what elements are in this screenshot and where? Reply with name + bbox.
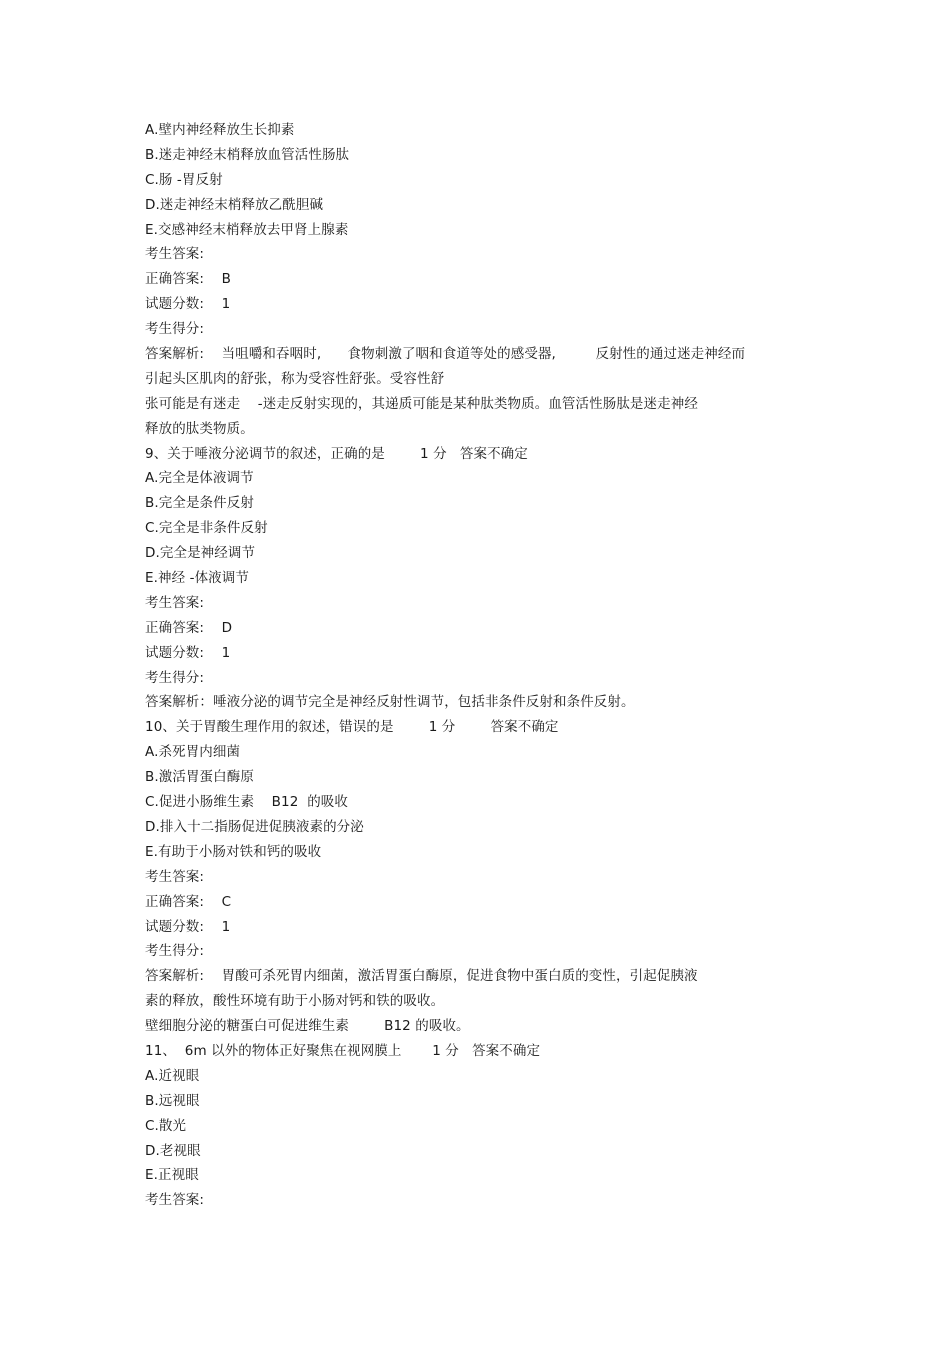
examinee-score: 考生得分: xyxy=(145,321,205,338)
answer-explanation: 答案解析：唾液分泌的调节完全是神经反射性调节，包括非条件反射和条件反射。 xyxy=(145,694,635,711)
option-line: C.促进小肠维生素 B12 的吸收 xyxy=(145,794,349,811)
document-page xyxy=(145,118,825,1213)
examinee-score: 考生得分: xyxy=(145,943,205,960)
option-line: C.肠 -胃反射 xyxy=(145,171,223,188)
answer-explanation: 素的释放，酸性环境有助于小肠对钙和铁的吸收。 xyxy=(145,993,445,1010)
question-score: 试题分数: 1 xyxy=(145,296,231,313)
option-line: D.迷走神经末梢释放乙酰胆碱 xyxy=(145,196,324,213)
option-line: B.完全是条件反射 xyxy=(145,495,254,512)
answer-explanation: 张可能是有迷走 -迷走反射实现的，其递质可能是某种肽类物质。血管活性肠肽是迷走神经 xyxy=(145,395,698,412)
question-title: 11、 6m 以外的物体正好聚焦在视网膜上 1 分 答案不确定 xyxy=(145,1042,541,1059)
answer-explanation: 壁细胞分泌的糖蛋白可促进维生素 B12 的吸收。 xyxy=(145,1018,470,1035)
option-line: A.近视眼 xyxy=(145,1067,200,1084)
option-line: B.远视眼 xyxy=(145,1092,200,1109)
option-line: A.完全是体液调节 xyxy=(145,470,254,487)
option-line: D.老视眼 xyxy=(145,1142,201,1159)
correct-answer: 正确答案: D xyxy=(145,619,233,636)
correct-answer: 正确答案: B xyxy=(145,271,231,288)
examinee-answer: 考生答案: xyxy=(145,1192,205,1209)
option-line: B.迷走神经末梢释放血管活性肠肽 xyxy=(145,146,350,163)
question-title: 9、关于唾液分泌调节的叙述，正确的是 1 分 答案不确定 xyxy=(145,445,528,462)
option-line: A.壁内神经释放生长抑素 xyxy=(145,122,295,138)
examinee-score: 考生得分: xyxy=(145,669,205,686)
answer-explanation: 答案解析: 当咀嚼和吞咽时, 食物刺激了咽和食道等处的感受器, 反射性的通过迷走神经而 xyxy=(145,346,746,363)
answer-explanation: 释放的肽类物质。 xyxy=(145,420,254,437)
examinee-answer: 考生答案: xyxy=(145,246,205,263)
option-line: D.完全是神经调节 xyxy=(145,545,256,562)
examinee-answer: 考生答案: xyxy=(145,868,205,885)
option-line: A.杀死胃内细菌 xyxy=(145,744,241,761)
answer-explanation: 答案解析: 胃酸可杀死胃内细菌，激活胃蛋白酶原，促进食物中蛋白质的变性，引起促胰液 xyxy=(145,968,698,985)
question-score: 试题分数: 1 xyxy=(145,644,231,661)
option-line: C.完全是非条件反射 xyxy=(145,520,268,537)
option-line: E.神经 -体液调节 xyxy=(145,570,249,587)
correct-answer: 正确答案: C xyxy=(145,893,232,910)
option-line: D.排入十二指肠促进促胰液素的分泌 xyxy=(145,818,364,835)
question-title: 10、关于胃酸生理作用的叙述，错误的是 1 分 答案不确定 xyxy=(145,719,559,736)
option-line: E.交感神经末梢释放去甲肾上腺素 xyxy=(145,221,349,238)
option-line: C.散光 xyxy=(145,1117,187,1134)
option-line: E.有助于小肠对铁和钙的吸收 xyxy=(145,843,322,860)
examinee-answer: 考生答案: xyxy=(145,594,205,611)
answer-explanation: 引起头区肌肉的舒张，称为受容性舒张。受容性舒 xyxy=(145,370,445,387)
option-line: E.正视眼 xyxy=(145,1167,199,1184)
question-score: 试题分数: 1 xyxy=(145,918,231,935)
option-line: B.激活胃蛋白酶原 xyxy=(145,769,254,786)
